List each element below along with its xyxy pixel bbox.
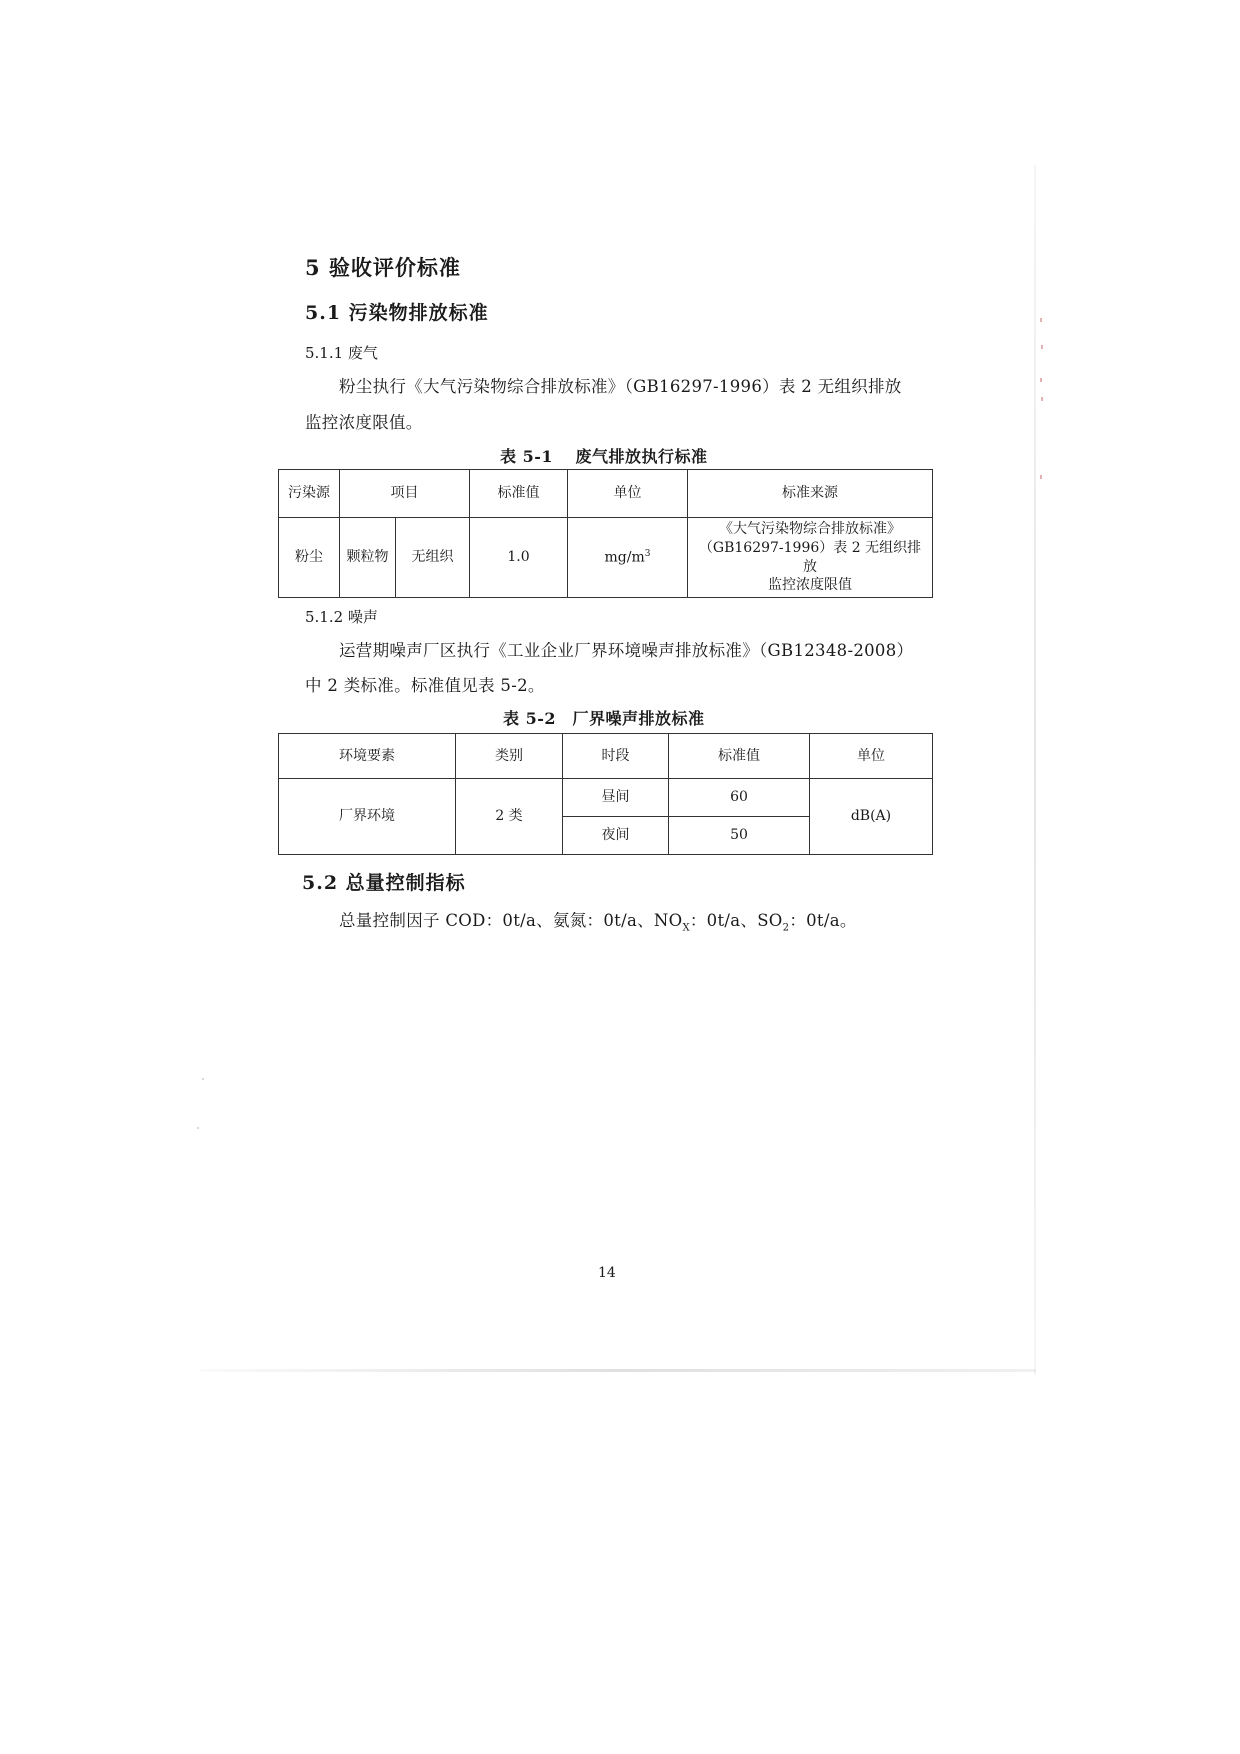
cell-item-particulate: 颗粒物: [340, 518, 396, 598]
nox-subscript: X: [682, 922, 690, 934]
table-header-row: [279, 470, 933, 518]
cell-unit: dB(A): [810, 779, 933, 855]
section-5-heading: 5 验收评价标准: [305, 255, 461, 280]
standard-line-1: 《大气污染物综合排放标准》: [719, 520, 901, 537]
page-number: 14: [598, 1265, 616, 1281]
header-unit: 单位: [568, 470, 688, 518]
header-item: 项目: [340, 470, 470, 518]
total-control-text-c: ：0t/a。: [789, 911, 857, 930]
scan-speck: [1040, 475, 1042, 479]
header-category: 类别: [456, 734, 563, 779]
section-5-1-heading: 5.1 污染物排放标准: [305, 302, 489, 324]
noise-paragraph-line-2: 中 2 类标准。标准值见表 5-2。: [305, 676, 545, 695]
total-control-paragraph: [339, 907, 857, 933]
standard-line-2: （GB16297-1996）表 2 无组织排放: [698, 539, 922, 575]
cell-value-night: 50: [669, 817, 810, 855]
scan-speck: [1040, 378, 1042, 382]
section-5-2-heading: 5.2 总量控制指标: [302, 872, 466, 894]
total-control-text-b: ：0t/a、SO: [689, 911, 783, 930]
standard-line-3: 监控浓度限值: [768, 577, 852, 594]
section-5-1-1-heading: 5.1.1 废气: [305, 344, 378, 362]
so2-subscript: 2: [782, 922, 790, 934]
exhaust-paragraph-line-1: 粉尘执行《大气污染物综合排放标准》（GB16297-1996）表 2 无组织排放: [339, 377, 902, 396]
section-5-1-2-heading: 5.1.2 噪声: [305, 608, 378, 626]
table-header-row: [279, 734, 933, 779]
table-5-2: [278, 733, 933, 855]
cell-value: 1.0: [470, 518, 568, 598]
cell-unit: [568, 518, 688, 598]
scan-edge-right: [1034, 165, 1036, 1375]
cell-category: 2 类: [456, 779, 563, 855]
cell-source: 粉尘: [279, 518, 340, 598]
cell-period-day: 昼间: [563, 779, 669, 817]
exhaust-paragraph-line-2: 监控浓度限值。: [305, 413, 423, 432]
table-5-1-caption: 表 5-1 废气排放执行标准: [500, 447, 708, 466]
scan-edge-bottom: [200, 1369, 1036, 1372]
scan-speck: [1040, 318, 1042, 322]
header-standard-source: 标准来源: [688, 470, 933, 518]
noise-paragraph-line-1: 运营期噪声厂区执行《工业企业厂界环境噪声排放标准》（GB12348-2008）: [339, 641, 914, 660]
header-unit: 单位: [810, 734, 933, 779]
table-5-1: [278, 469, 933, 598]
table-row: [279, 779, 933, 817]
cell-value-day: 60: [669, 779, 810, 817]
total-control-text-a: 总量控制因子 COD：0t/a、氨氮：0t/a、NO: [339, 911, 683, 930]
header-period: 时段: [563, 734, 669, 779]
scan-dot: [202, 1078, 204, 1080]
table-row: [279, 518, 933, 598]
scan-speck: [1041, 345, 1043, 349]
cell-period-night: 夜间: [563, 817, 669, 855]
header-standard-value: 标准值: [470, 470, 568, 518]
header-standard-value: 标准值: [669, 734, 810, 779]
header-pollution-source: 污染源: [279, 470, 340, 518]
cell-item-unorganized: 无组织: [396, 518, 470, 598]
unit-superscript: 3: [644, 548, 651, 559]
table-5-2-caption: 表 5-2 厂界噪声排放标准: [503, 709, 705, 728]
cell-environment-element: 厂界环境: [279, 779, 456, 855]
cell-standard-source: [688, 518, 933, 598]
scan-dot: [197, 1127, 199, 1129]
unit-base: mg/m: [604, 549, 645, 566]
scan-speck: [1041, 397, 1043, 401]
header-environment-element: 环境要素: [279, 734, 456, 779]
